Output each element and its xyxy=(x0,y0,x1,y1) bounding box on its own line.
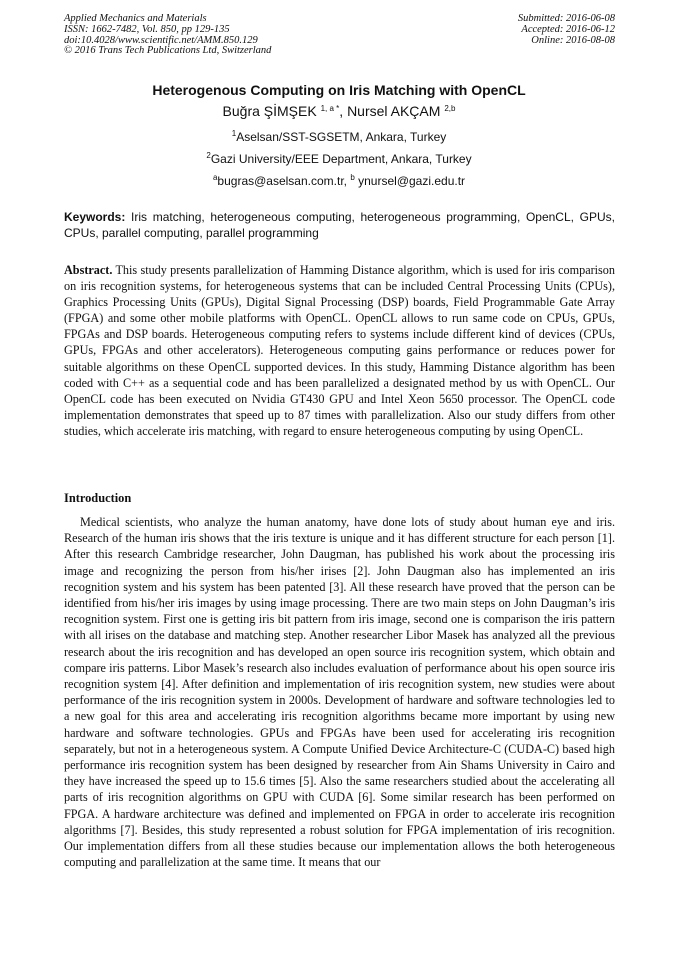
email-a-mark: a xyxy=(212,173,218,182)
issn: ISSN: 1662-7482, Vol. 850, pp 129-135 xyxy=(64,23,230,35)
abstract-label: Abstract. xyxy=(64,263,113,277)
journal-info xyxy=(64,14,271,57)
page-header xyxy=(64,14,615,57)
author-2-affiliation-mark: 2,b xyxy=(444,104,456,113)
publication-dates xyxy=(518,14,615,57)
email-b[interactable]: ynursel@gazi.edu.tr xyxy=(354,174,466,188)
author-line xyxy=(0,103,678,119)
author-2: Nursel AKÇAM xyxy=(347,103,441,119)
author-separator: , xyxy=(339,103,348,119)
introduction-heading: Introduction xyxy=(64,491,132,505)
abstract xyxy=(64,262,615,439)
author-1-affiliation-mark: 1, a * xyxy=(320,104,340,113)
affiliation-1-mark: 1 xyxy=(231,129,237,138)
author-emails xyxy=(0,174,678,188)
online-date: Online: 2016-08-08 xyxy=(531,34,615,46)
affiliation-1 xyxy=(0,130,678,144)
introduction-paragraph: Medical scientists, who analyze the human anatomy, have done lots of study about human eye and iris. Research of the human iris shows that the iris texture is unique and it has different structure for each person [1]. After this research Cambridge researcher, John Daugman, has published his work about the processing iris image and recognizing the person from his/her irises [2]. John Daugman also has implemented an iris recognition system and his system has been patented [3]. All these research have proved that the person can be identified from his/her iris images by using image processing. There are two main steps on John Daugman’s iris recognition system. First one is getting iris bit pattern from iris image, second one is comparison the iris pattern with all irises on the database and matching step. Another researcher Libor Masek has analyzed all the previous research about the iris recognition and has developed an open source iris recognition system, which obtain and compare iris patterns. Libor Masek’s research also includes evaluation of performance about his open source iris recognition system [4]. After definition and implementation of iris recognition system, new studies were about performance of the iris recognition system in 2000s. Development of hardware and software technologies led to a new goal for this area and accelerating iris recognition algorithms became more important by using new hardware and software technologies. GPUs and FPGAs have been used for accelerating iris recognition separately, but not in a heterogeneous system. A Compute Unified Device Architecture-C (CUDA-C) based high performance iris recognition system has been designed by researcher from Ain Shams University in Cairo and they have increased the speed up to 15.6 times [5]. Also the same researchers studied about the accelerating all parts of iris recognition algorithms on GPU with CUDA [6]. Some similar research has been performed on FPGA. A hardware architecture was defined and implemented on FPGA in order to accelerate iris recognition algorithms [7]. Besides, this study represented a robust solution for FPGA implementation of iris recognition. Our implementation differs from all these studies because our implementation allows the both heterogeneous computing and parallelization at the same time. It means that our xyxy=(64,515,615,870)
affiliation-1-text: Aselsan/SST-SGSETM, Ankara, Turkey xyxy=(236,130,447,144)
keywords-label: Keywords: xyxy=(64,210,126,224)
accepted-date: Accepted: 2016-06-12 xyxy=(521,23,615,35)
affiliation-2 xyxy=(0,152,678,166)
email-a[interactable]: bugras@aselsan.com.tr, xyxy=(217,174,351,188)
affiliation-2-mark: 2 xyxy=(206,151,211,160)
submitted-date: Submitted: 2016-06-08 xyxy=(517,13,615,24)
keywords xyxy=(64,209,615,241)
abstract-text: This study presents parallelization of Hamming Distance algorithm, which is used for iris comparison on iris recognition systems, for heterogeneous systems that can be included Central Processing Units (CPUs), Graphics Processing Units (GPUs), Digital Signal Processing (DSP) boards, Field Programmable Gate Array (FPGA) and some other mobile platforms with OpenCL. OpenCL allows to run same code on CPUs, GPUs, FPGAs and DSP boards. Heterogeneous computing refers to systems include different kind of devices (CPUs, GPUs, FPGAs and other accelerators). Heterogeneous computing gains performance or reduces power for suitable algorithms on these OpenCL supported devices. In this study, Hamming Distance algorithm has been coded with C++ as a sequential code and has been parallelized a designated method by us with OpenCL. Our OpenCL code has been executed on Nvidia GT430 GPU and Intel Xeon 5650 processor. The OpenCL code implementation demonstrates that speed up to 87 times with parallelization. Also our study differs from other studies, which accelerate iris matching, with regard to ensure heterogeneous computing by using OpenCL. xyxy=(64,263,615,438)
affiliation-2-text: Gazi University/EEE Department, Ankara, Turkey xyxy=(210,152,472,166)
email-b-mark: b xyxy=(350,173,355,182)
journal-name: Applied Mechanics and Materials xyxy=(64,13,207,24)
author-1: Buğra ŞİMŞEK xyxy=(222,103,317,119)
keywords-text: Iris matching, heterogeneous computing, heterogeneous programming, OpenCL, GPUs, CPUs, parallel computing, parallel programming xyxy=(64,210,615,240)
doi: doi:10.4028/www.scientific.net/AMM.850.129 xyxy=(64,34,258,46)
paper-title: Heterogenous Computing on Iris Matching with OpenCL xyxy=(152,82,526,98)
copyright: © 2016 Trans Tech Publications Ltd, Switzerland xyxy=(64,45,272,57)
